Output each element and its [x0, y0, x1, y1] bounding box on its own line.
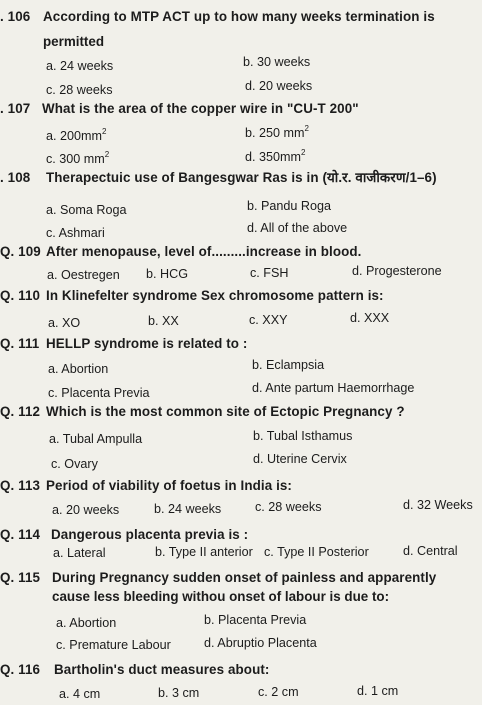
question-number: Q. 111 — [0, 336, 40, 351]
option-a: a. Tubal Ampulla — [49, 432, 143, 446]
option-b: b. Eclampsia — [252, 358, 325, 372]
question-number: Q. 110 — [0, 288, 41, 303]
superscript: 2 — [301, 148, 306, 157]
option-b: b. 250 $mm^2$ — [245, 124, 309, 140]
question-number: Q. 116 — [0, 662, 41, 677]
question-text: Which is the most common site of Ectopic Pregnancy ? — [46, 404, 405, 419]
option-c: c. 28 weeks — [46, 83, 113, 97]
option-c: c. 28 weeks — [255, 500, 322, 514]
option-a: a. Abortion — [48, 362, 109, 376]
option-c: c. 2 cm — [258, 685, 299, 699]
option-c: c. 300 $mm^2$ — [46, 150, 110, 166]
option-a: a. 20 weeks — [52, 503, 120, 517]
option-b: b. Placenta Previa — [204, 613, 307, 627]
option-c: c. Type II Posterior — [264, 545, 369, 559]
option-c: c. Placenta Previa — [48, 386, 150, 400]
option-d: d. XXX — [350, 311, 390, 325]
superscript: 2 — [104, 150, 110, 159]
option-b: b. Type II anterior — [155, 545, 253, 559]
option-d: d. Progesterone — [352, 264, 442, 278]
option-b: b. Tubal Isthamus — [253, 429, 353, 443]
option-d: d. 1 cm — [357, 684, 399, 698]
option-b: b. XX — [148, 314, 179, 328]
question-number: . 107 — [0, 101, 31, 116]
question-text: According to MTP ACT up to how many weeks termination is — [43, 9, 435, 24]
question-number: . 106 — [0, 9, 31, 24]
option-a: a. $200mm^2$ — [46, 127, 107, 143]
option-d: d. Ante partum Haemorrhage — [252, 381, 415, 395]
question-text: After menopause, level of.........increase in blood. — [46, 244, 362, 259]
question-text-continued: permitted — [43, 34, 105, 49]
option-c: c. FSH — [250, 266, 289, 280]
option-a: a. 24 weeks — [46, 59, 114, 73]
option-c: c. Ovary — [51, 457, 98, 471]
option-c: c. Premature Labour — [56, 638, 171, 652]
question-text: HELLP syndrome is related to : — [46, 336, 248, 351]
option-c: c. XXY — [249, 313, 288, 327]
question-number: Q. 109 — [0, 244, 41, 259]
superscript: 2 — [102, 127, 107, 136]
question-number: Q. 112 — [0, 404, 41, 419]
superscript: 2 — [304, 124, 309, 133]
question-number: Q. 114 — [0, 527, 41, 542]
question-text: Dangerous placenta previa is : — [51, 527, 249, 542]
question-text: Bartholin's duct measures about: — [54, 662, 270, 677]
option-d: d. Uterine Cervix — [253, 452, 347, 466]
question-text: Period of viability of foetus in India is: — [46, 478, 292, 493]
option-d: d. Abruptio Placenta — [204, 636, 317, 650]
option-b: b. 24 weeks — [154, 502, 222, 516]
option-a: a. Abortion — [56, 616, 117, 630]
option-b: b. 30 weeks — [243, 55, 311, 69]
option-d: d. All of the above — [247, 221, 348, 235]
question-number: Q. 115 — [0, 570, 41, 585]
option-b: b. 3 cm — [158, 686, 200, 700]
option-a: a. 4 cm — [59, 687, 101, 701]
option-b: b. Pandu Roga — [247, 199, 332, 213]
question-number: . 108 — [0, 170, 31, 185]
option-d: d. $350mm^2$ — [245, 148, 306, 164]
question-text: Therapectuic use of Bangesgwar Ras is in (यो.र. वाजीकरण/1–6) — [46, 170, 437, 185]
question-text: What is the area of the copper wire in "CU-T 200" — [42, 101, 359, 116]
option-b: b. HCG — [146, 267, 188, 281]
question-text: During Pregnancy sudden onset of painless and apparently — [52, 570, 437, 585]
question-number: Q. 113 — [0, 478, 41, 493]
option-d: d. Central — [403, 544, 458, 558]
question-text: In Klinefelter syndrome Sex chromosome pattern is: — [46, 288, 384, 303]
option-a: a. Lateral — [53, 546, 106, 560]
option-d: d. 20 weeks — [245, 79, 313, 93]
option-d: d. 32 Weeks — [403, 498, 473, 512]
option-a: a. Oestregen — [47, 268, 120, 282]
question-text-continued: cause less bleeding withou onset of labour is due to: — [52, 589, 390, 604]
option-a: a. XO — [48, 316, 81, 330]
option-c: c. Ashmari — [46, 226, 105, 240]
option-a: a. Soma Roga — [46, 203, 127, 217]
